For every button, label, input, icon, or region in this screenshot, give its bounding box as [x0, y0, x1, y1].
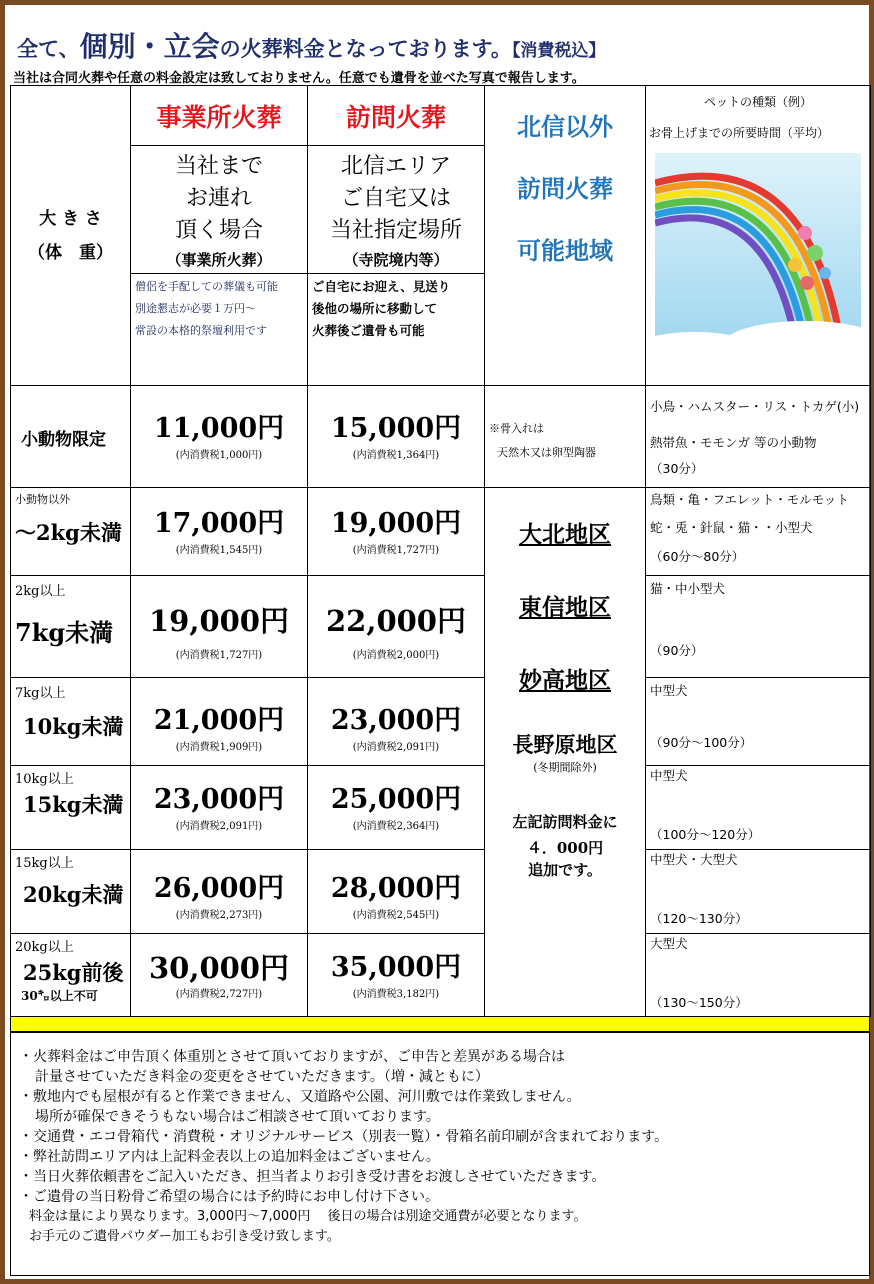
region-toshin: 東信地区 — [519, 594, 611, 621]
pet-line-2 — [650, 870, 870, 906]
size-label: 7kg未満 — [15, 618, 114, 647]
pet-line-1: 中型犬 — [650, 683, 688, 698]
size-label: 20kg未満 — [23, 882, 124, 907]
visit-tax: (内消費税2,000円) — [352, 650, 440, 661]
pet-time: （60分～80分） — [650, 549, 745, 564]
office-note — [131, 274, 308, 386]
yellow-divider — [10, 1016, 870, 1032]
office-tax: (内消費税2,727円) — [175, 988, 263, 1000]
note-line: 場所が確保できそうもない場合はご相談させて頂いております。 — [35, 1109, 440, 1125]
office-price: 23,000円 — [153, 784, 285, 815]
note-line: ・火葬料金はご申告頂く体重別とさせて頂いておりますが、ご申告と差異がある場合は — [19, 1049, 565, 1065]
size-small-label: 7kg以上 — [15, 686, 66, 701]
add-fee-line-1: 左記訪問料金に — [512, 813, 618, 831]
office-price: 30,000円 — [149, 950, 289, 985]
office-tax: (内消費税1,545円) — [175, 545, 263, 556]
table-row — [11, 386, 871, 488]
pet-line-2: 熱帯魚・モモンガ 等の小動物 — [650, 435, 817, 450]
visit-desc-line-2: ご自宅又は — [340, 185, 451, 211]
visit-price: 23,000円 — [330, 705, 462, 736]
visit-price-cell — [308, 934, 485, 1017]
visit-price-cell — [308, 766, 485, 850]
visit-tax: (内消費税2,545円) — [352, 910, 440, 921]
visit-price-cell — [308, 850, 485, 934]
pet-time-label: お骨上げまでの所要時間（平均） — [649, 126, 830, 140]
visit-desc-paren: （寺院境内等） — [343, 250, 449, 269]
visit-note-line-2: 後他の場所に移動して — [312, 301, 438, 316]
note-line: ・ご遺骨の当日粉骨ご希望の場合には予約時にお申し付け下さい。 — [19, 1189, 439, 1205]
add-fee-line-2: ４．000円 — [526, 839, 604, 857]
pet-line-2 — [650, 954, 870, 990]
note-line: お手元のご遺骨パウダー加工もお引き受け致します。 — [29, 1229, 340, 1244]
office-price-cell — [131, 678, 308, 766]
regions-cell — [485, 488, 646, 1017]
size-cell — [11, 488, 131, 576]
office-price-cell — [131, 576, 308, 678]
office-price-cell — [131, 850, 308, 934]
office-desc-line-1: 当社まで — [174, 153, 263, 179]
pet-line-1: 中型犬・大型犬 — [650, 852, 738, 867]
visit-note-line-1: ご自宅にお迎え、見送り — [312, 279, 451, 294]
office-tax: (内消費税1,727円) — [175, 650, 263, 661]
note-line: ・交通費・エコ骨箱代・消費税・オリジナルサービス（別表一覧）・骨箱名前印刷が含まれております。 — [19, 1129, 669, 1145]
table-row — [11, 576, 871, 678]
weight-header-label: （体 重） — [28, 242, 113, 263]
table-row — [11, 678, 871, 766]
visit-cremation-header: 訪問火葬 — [308, 86, 485, 146]
outside-line-2: 訪問火葬 — [517, 175, 613, 203]
size-cell — [11, 576, 131, 678]
pet-time: （90分） — [650, 643, 704, 658]
size-cell — [11, 766, 131, 850]
note-line: ・当日火葬依頼書をご記入いただき、担当者よりお引き受け書をお渡しさせていただきます。 — [19, 1169, 606, 1185]
note-line: 計量させていただき料金の変更をさせていただきます。（増・減ともに） — [35, 1069, 489, 1085]
visit-price-cell — [308, 386, 485, 488]
pet-cell — [646, 678, 871, 766]
office-price-cell — [131, 934, 308, 1017]
table-row — [11, 850, 871, 934]
size-label: 小動物限定 — [21, 430, 106, 450]
pet-time: （90分～100分） — [650, 735, 753, 750]
region-naganohara: 長野原地区 — [512, 732, 618, 757]
table-row — [11, 766, 871, 850]
visit-note — [308, 274, 485, 386]
office-price-cell — [131, 488, 308, 576]
pet-time: （130～150分） — [650, 995, 748, 1010]
rainbow-sky-image — [655, 153, 861, 349]
title-part-3: の火葬料金となっております。 — [219, 37, 512, 61]
office-desc-line-3: 頂く場合 — [174, 217, 263, 243]
note-line: ・敷地内でも屋根が有ると作業できません、又道路や公園、河川敷では作業致しません。 — [19, 1089, 581, 1105]
size-label: ～2kg未満 — [15, 520, 122, 545]
office-tax: (内消費税1,909円) — [175, 742, 263, 753]
region-daihoku: 大北地区 — [519, 521, 611, 548]
urn-note-line-1: ※骨入れは — [489, 421, 544, 435]
size-label: 25kg前後 — [23, 960, 124, 985]
visit-price: 19,000円 — [330, 508, 462, 539]
title-part-2: 個別・立会 — [79, 30, 220, 63]
size-small-label: 2kg以上 — [15, 584, 66, 599]
title-part-1: 全て、 — [17, 37, 80, 61]
pet-line-1: 大型犬 — [650, 936, 688, 951]
pet-time: （30分） — [650, 461, 704, 476]
table-row — [11, 488, 871, 576]
size-label: 15kg未満 — [23, 792, 124, 817]
visit-price-cell — [308, 576, 485, 678]
urn-note-line-2: 天然木又は卵型陶器 — [497, 445, 596, 459]
note-line: 料金は量により異なります。3,000円～7,000円 後日の場合は別途交通費が必要となります。 — [29, 1209, 587, 1224]
size-header — [11, 86, 131, 386]
note-line: ・弊社訪問エリア内は上記料金表以上の追加料金はございません。 — [19, 1149, 440, 1165]
subtitle: 当社は合同火葬や任意の料金設定は致しておりません。任意でも遺骨を並べた写真で報告します。 — [13, 71, 585, 86]
outside-line-1: 北信以外 — [517, 113, 613, 141]
pet-line-1: 小鳥・ハムスター・リス・トカゲ(小) — [650, 399, 860, 414]
visit-price-cell — [308, 488, 485, 576]
office-price: 26,000円 — [153, 873, 285, 904]
visit-note-line-3: 火葬後ご遺骨も可能 — [312, 323, 425, 338]
pet-cell — [646, 766, 871, 850]
pet-cell — [646, 576, 871, 678]
office-price-cell — [131, 766, 308, 850]
office-cremation-header: 事業所火葬 — [131, 86, 308, 146]
size-header-label: 大 き さ — [39, 208, 102, 229]
size-cell — [11, 934, 131, 1017]
price-table — [10, 85, 871, 1017]
visit-tax: (内消費税2,364円) — [352, 821, 440, 832]
outside-line-3: 可能地域 — [517, 237, 613, 265]
pet-line-2 — [650, 602, 870, 638]
visit-tax: (内消費税3,182円) — [352, 988, 440, 1000]
page-title — [17, 25, 606, 63]
office-price-cell — [131, 386, 308, 488]
pet-time: （100分～120分） — [650, 827, 761, 842]
pet-cell — [646, 386, 871, 488]
page-frame — [5, 5, 869, 1279]
office-price: 19,000円 — [149, 604, 289, 638]
size-small-label: 10kg以上 — [15, 772, 74, 787]
size-cell — [11, 386, 131, 488]
office-price: 21,000円 — [153, 705, 285, 736]
pet-cell — [646, 488, 871, 576]
pet-cell — [646, 850, 871, 934]
size-small-label: 小動物以外 — [15, 493, 70, 506]
visit-price: 22,000円 — [326, 604, 466, 638]
office-cremation-desc — [131, 146, 308, 274]
pet-line-1: 猫・中小型犬 — [650, 581, 726, 596]
office-note-line-3: 常設の本格的祭壇利用です — [135, 324, 267, 337]
office-desc-paren: （事業所火葬） — [166, 250, 272, 269]
pet-type-header — [646, 86, 871, 386]
size-label: 10kg未満 — [23, 714, 124, 739]
size-small-label: 20kg以上 — [15, 940, 74, 955]
visit-desc-line-3: 当社指定場所 — [329, 217, 462, 243]
pet-type-label: ペットの種類（例） — [703, 95, 812, 109]
table-row — [11, 934, 871, 1017]
visit-tax: (内消費税1,364円) — [352, 450, 440, 461]
size-limit-note: 30㌔以上不可 — [21, 989, 98, 1003]
size-small-label: 15kg以上 — [15, 856, 74, 871]
office-note-line-1: 僧侶を手配しての葬儀も可能 — [135, 280, 278, 293]
visit-desc-line-1: 北信エリア — [340, 153, 451, 179]
office-note-line-2: 別途懇志が必要１万円～ — [135, 302, 256, 315]
notes-box — [10, 1032, 870, 1276]
region-winter-note: (冬期間除外) — [533, 761, 597, 774]
pet-line-2: 蛇・兎・針鼠・猫・・小型犬 — [650, 520, 813, 535]
visit-cremation-desc — [308, 146, 485, 274]
urn-note-cell — [485, 386, 646, 488]
size-cell — [11, 678, 131, 766]
office-tax: (内消費税2,091円) — [175, 821, 263, 832]
outside-area-header — [485, 86, 646, 386]
visit-price: 25,000円 — [330, 784, 462, 815]
pet-cell — [646, 934, 871, 1017]
pet-line-1: 鳥類・亀・フエレット・モルモット — [650, 492, 849, 507]
region-myoko: 妙高地区 — [519, 667, 611, 694]
office-price: 17,000円 — [153, 508, 285, 539]
add-fee-line-3: 追加です。 — [528, 861, 602, 879]
pet-line-2 — [650, 786, 870, 822]
office-desc-line-2: お連れ — [185, 185, 252, 211]
office-tax: (内消費税2,273円) — [175, 910, 263, 921]
office-tax: (内消費税1,000円) — [175, 450, 263, 461]
pet-line-1: 中型犬 — [650, 768, 688, 783]
pet-line-2 — [650, 704, 870, 730]
visit-tax: (内消費税2,091円) — [352, 742, 440, 753]
pet-time: （120～130分） — [650, 911, 748, 926]
visit-price-cell — [308, 678, 485, 766]
title-tax-note: 【消費税込】 — [511, 41, 606, 61]
visit-price: 15,000円 — [330, 413, 462, 444]
visit-price: 28,000円 — [330, 873, 462, 904]
office-price: 11,000円 — [153, 413, 285, 444]
size-cell — [11, 850, 131, 934]
visit-price: 35,000円 — [330, 951, 462, 983]
visit-tax: (内消費税1,727円) — [352, 545, 440, 556]
